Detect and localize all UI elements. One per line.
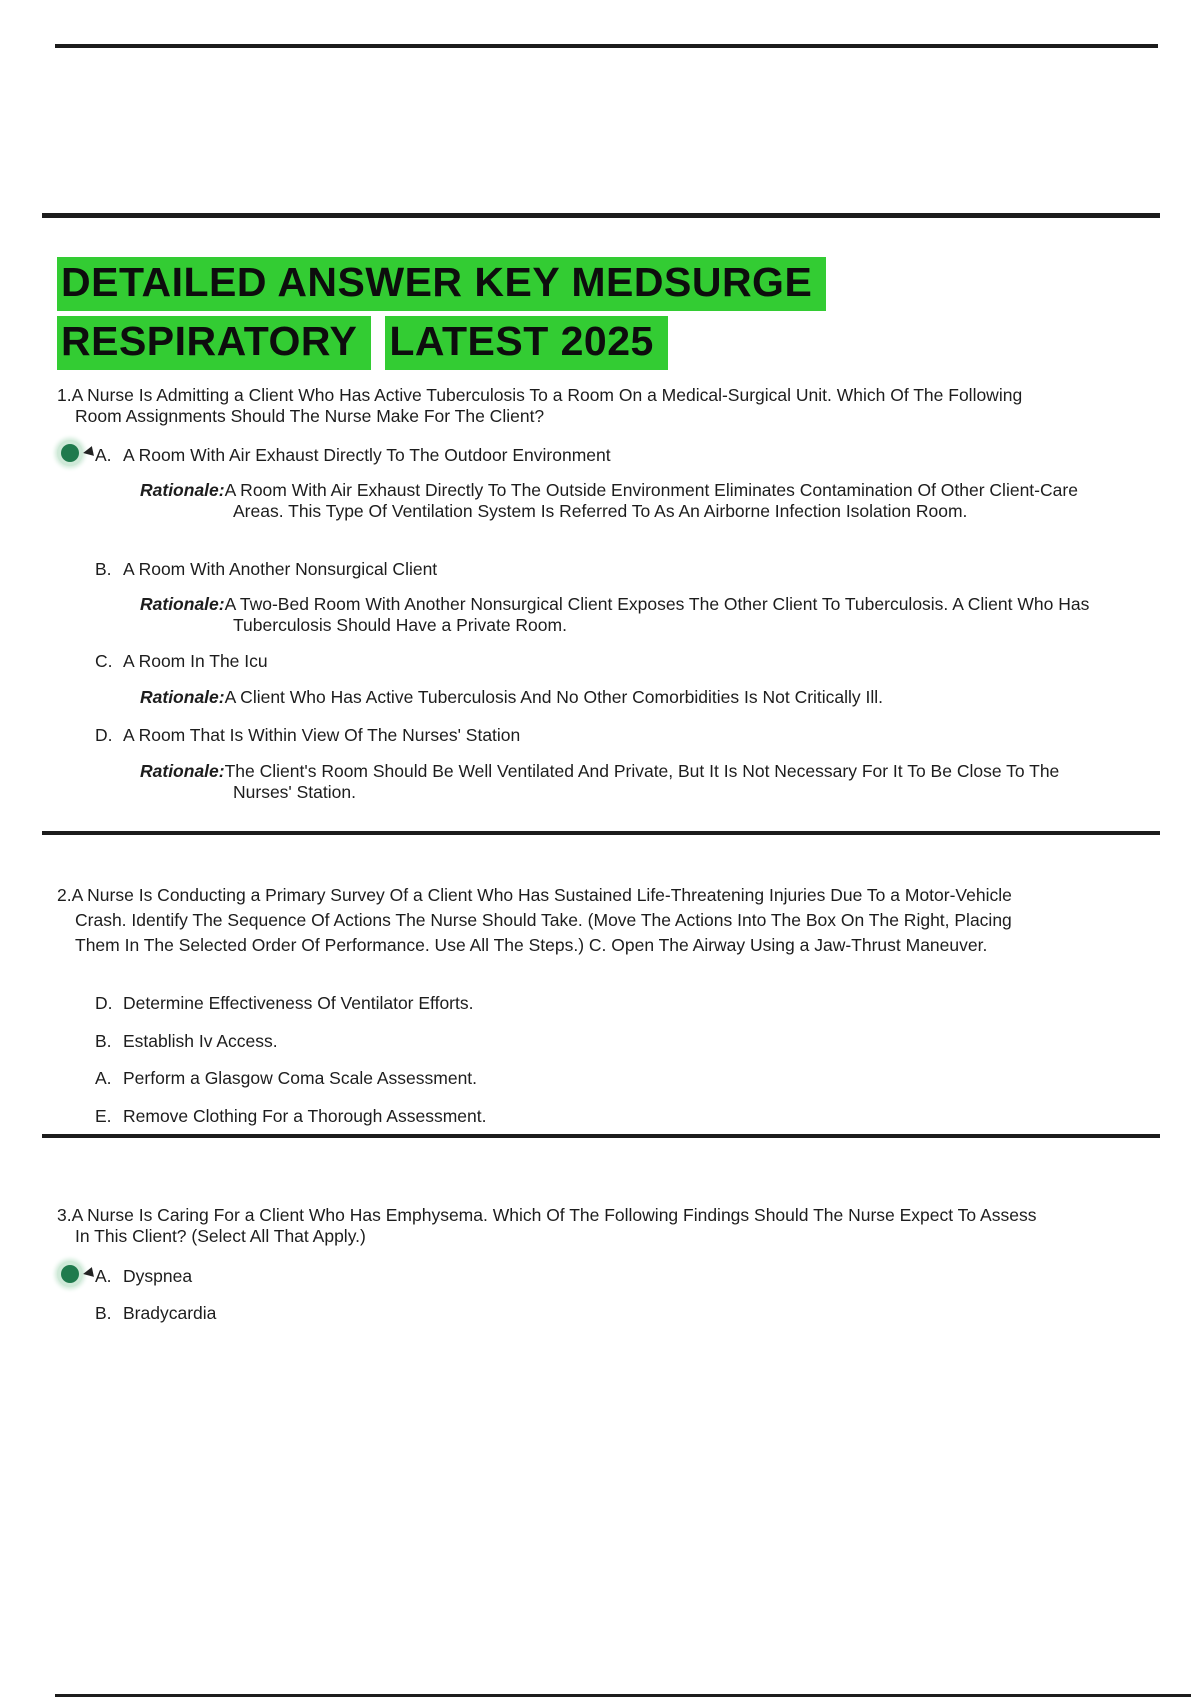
rationale-label: Rationale: xyxy=(140,594,225,614)
rationale-label: Rationale: xyxy=(140,687,225,707)
q2-option-e xyxy=(95,1106,486,1127)
rationale-text: The Client's Room Should Be Well Ventilated And Private, But It Is Not Necessary For It To Be Close To The Nurses' Station. xyxy=(224,761,1060,802)
correct-answer-marker-icon xyxy=(57,440,95,470)
divider-rule xyxy=(42,831,1160,835)
q1-rationale-a xyxy=(140,480,1113,522)
q1-rationale-b xyxy=(140,594,1113,636)
header-rule xyxy=(42,213,1160,218)
q1-rationale-d xyxy=(140,761,1113,803)
option-text: Dyspnea xyxy=(123,1266,193,1286)
q2-option-d xyxy=(95,993,474,1014)
marker-dot xyxy=(61,1265,79,1283)
title-highlight-2b: LATEST 2025 xyxy=(385,316,668,370)
question-1-text: 1.A Nurse Is Admitting a Client Who Has Active Tuberculosis To a Room On a Medical-Surgical Unit. Which Of The Following Room Assignments Should The Nurse Make For The Client? xyxy=(57,385,1023,426)
q1-option-b xyxy=(95,559,437,580)
title-line-1 xyxy=(57,257,826,311)
option-text: Perform a Glasgow Coma Scale Assessment. xyxy=(123,1068,478,1088)
marker-dot xyxy=(61,444,79,462)
title-line-2 xyxy=(57,316,826,370)
option-text: A Room In The Icu xyxy=(123,651,268,671)
marker-arrow-icon xyxy=(82,1267,94,1279)
option-label: B. xyxy=(95,559,112,579)
option-label: D. xyxy=(95,993,113,1013)
option-label: E. xyxy=(95,1106,112,1126)
top-rule xyxy=(55,44,1158,48)
divider-rule xyxy=(42,1134,1160,1138)
rationale-label: Rationale: xyxy=(140,761,225,781)
option-text: Establish Iv Access. xyxy=(123,1031,278,1051)
option-label: B. xyxy=(95,1303,112,1323)
q1-option-c xyxy=(95,651,268,672)
q1-option-a xyxy=(95,445,611,466)
rationale-text: A Room With Air Exhaust Directly To The Outside Environment Eliminates Contamination Of Other Client-Care Areas. This Type Of Ventilation System Is Referred To As An Airborne Infection Isolation Room. xyxy=(224,480,1078,521)
option-label: A. xyxy=(95,445,112,465)
q2-option-b xyxy=(95,1031,278,1052)
option-text: A Room That Is Within View Of The Nurses' Station xyxy=(123,725,521,745)
bottom-rule xyxy=(55,1694,1191,1697)
option-text: Determine Effectiveness Of Ventilator Efforts. xyxy=(123,993,474,1013)
option-text: Bradycardia xyxy=(123,1303,217,1323)
option-label: C. xyxy=(95,651,113,671)
q3-option-b xyxy=(95,1303,216,1324)
option-text: Remove Clothing For a Thorough Assessment. xyxy=(123,1106,487,1126)
question-2-text: 2.A Nurse Is Conducting a Primary Survey Of a Client Who Has Sustained Life-Threatening Injuries Due To a Motor-Vehicle Crash. Identify The Sequence Of Actions The Nurse Should Take. (Move The Actions Into The Box On The Right, Placing Them In The Selected Order Of Performance. Use All The Steps.) C. Open The Airway Using a Jaw-Thrust Maneuver. xyxy=(57,885,1012,955)
option-text: A Room With Another Nonsurgical Client xyxy=(123,559,438,579)
q1-option-d xyxy=(95,725,520,746)
marker-arrow-icon xyxy=(82,446,94,458)
q2-option-a xyxy=(95,1068,477,1089)
title-highlight-2a: RESPIRATORY xyxy=(57,316,371,370)
rationale-text: A Client Who Has Active Tuberculosis And No Other Comorbidities Is Not Critically Ill. xyxy=(224,687,884,707)
option-label: B. xyxy=(95,1031,112,1051)
option-label: A. xyxy=(95,1068,112,1088)
option-label: D. xyxy=(95,725,113,745)
question-3-text: 3.A Nurse Is Caring For a Client Who Has Emphysema. Which Of The Following Findings Should The Nurse Expect To Assess In This Client? (Select All That Apply.) xyxy=(57,1205,1037,1246)
option-label: A. xyxy=(95,1266,112,1286)
q1-rationale-c xyxy=(140,687,1113,708)
title-highlight-1: DETAILED ANSWER KEY MEDSURGE xyxy=(57,257,826,311)
document-title xyxy=(57,257,826,370)
option-text: A Room With Air Exhaust Directly To The Outdoor Environment xyxy=(123,445,611,465)
rationale-label: Rationale: xyxy=(140,480,225,500)
correct-answer-marker-icon xyxy=(57,1261,95,1291)
q3-option-a xyxy=(95,1266,192,1287)
rationale-text: A Two-Bed Room With Another Nonsurgical Client Exposes The Other Client To Tuberculosis. A Client Who Has Tuberculosis Should Have a Private Room. xyxy=(224,594,1090,635)
